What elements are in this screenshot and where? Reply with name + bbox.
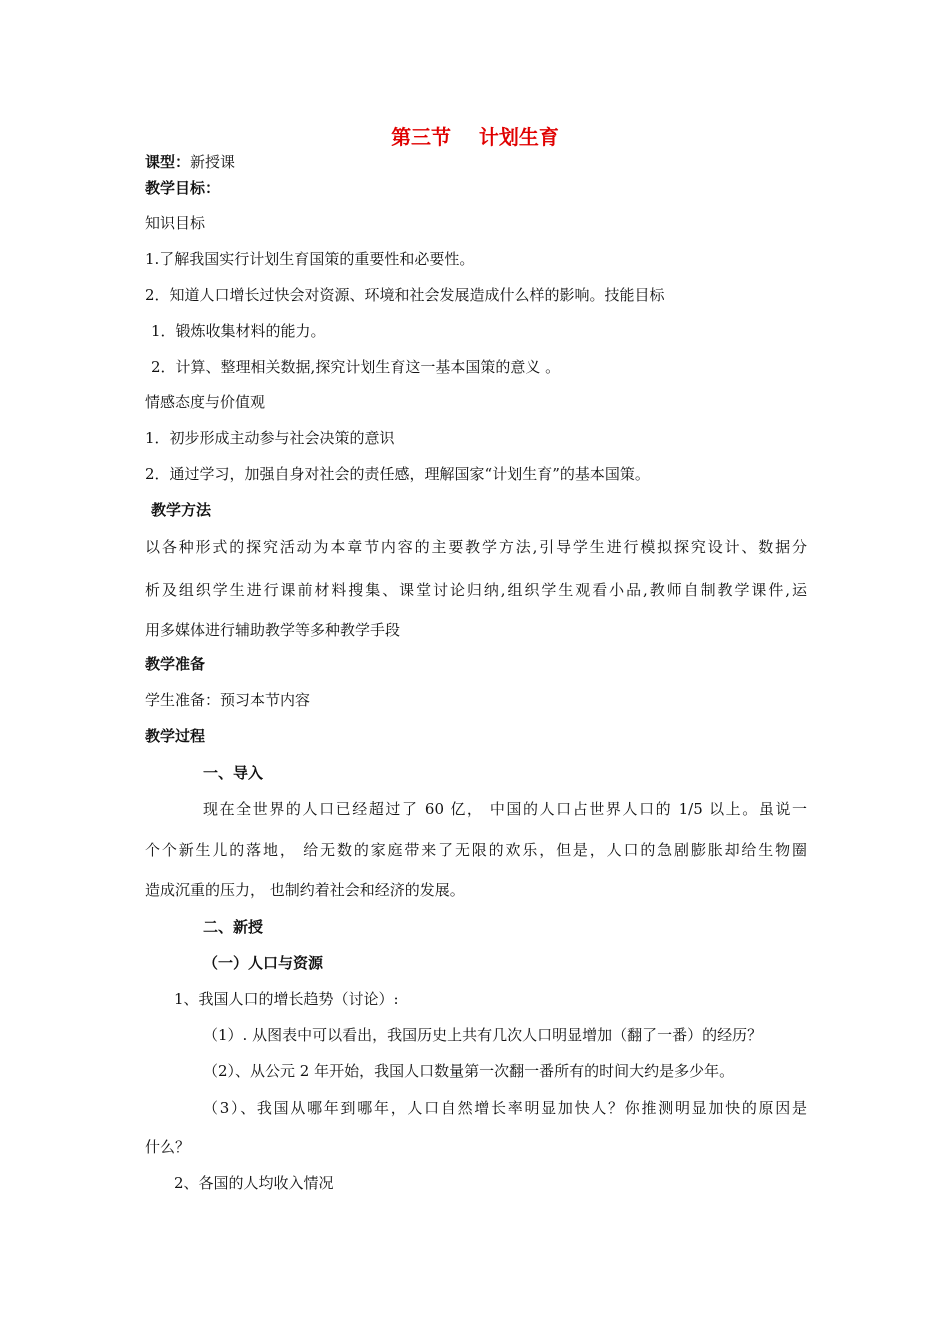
process-heading: 教学过程	[145, 727, 206, 745]
intro-line-3: 造成沉重的压力， 也制约着社会和经济的发展。	[145, 881, 465, 899]
knowledge-item-2: 2．知道人口增长过快会对资源、环境和社会发展造成什么样的影响。技能目标	[145, 286, 665, 304]
method-line-1: 以各种形式的探究活动为本章节内容的主要教学方法,引导学生进行模拟探究设计、数据分	[145, 538, 807, 556]
new-lesson-heading: 二、新授	[203, 918, 264, 936]
skill-item-2: 2．计算、整理相关数据,探究计划生育这一基本国策的意义 。	[151, 358, 561, 376]
subsection-heading: （一）人口与资源	[203, 954, 324, 972]
method-heading: 教学方法	[151, 501, 212, 519]
prep-heading: 教学准备	[145, 655, 206, 673]
objectives-heading: 教学目标：	[145, 179, 221, 197]
question-3-line-1: （3）、我国从哪年到哪年，人口自然增长率明显加快人？你推测明显加快的原因是	[203, 1099, 807, 1117]
intro-line-2: 个个新生儿的落地， 给无数的家庭带来了无限的欢乐，但是，人口的急剧膨胀却给生物圈	[145, 841, 807, 859]
attitude-item-2: 2．通过学习，加强自身对社会的责任感，理解国家“计划生育”的基本国策。	[145, 465, 650, 483]
page-title: 第三节 计划生育	[391, 125, 559, 149]
knowledge-heading: 知识目标	[145, 214, 206, 232]
method-line-2: 析及组织学生进行课前材料搜集、课堂讨论归纳,组织学生观看小品,教师自制教学课件,运	[145, 581, 807, 599]
course-type-label: 课型：	[145, 153, 191, 171]
question-3-line-2: 什么？	[145, 1138, 191, 1156]
prep-text: 学生准备：预习本节内容	[145, 691, 311, 709]
course-type-line	[145, 152, 235, 172]
intro-heading: 一、导入	[203, 764, 264, 782]
attitude-heading: 情感态度与价值观	[145, 393, 266, 411]
intro-line-1: 现在全世界的人口已经超过了 60 亿， 中国的人口占世界人口的 1/5 以上。虽说一	[203, 800, 807, 818]
item-2: 2、各国的人均收入情况	[174, 1174, 334, 1192]
method-line-3: 用多媒体进行辅助教学等多种教学手段	[145, 621, 401, 639]
question-2: （2）、从公元 2 年开始，我国人口数量第一次翻一番所有的时间大约是多少年。	[203, 1062, 735, 1080]
attitude-item-1: 1．初步形成主动参与社会决策的意识	[145, 429, 395, 447]
item-1: 1、我国人口的增长趋势（讨论）:	[174, 990, 399, 1008]
skill-item-1: 1．锻炼收集材料的能力。	[151, 322, 326, 340]
question-1: （1）. 从图表中可以看出，我国历史上共有几次人口明显增加（翻了一番）的经历？	[203, 1026, 763, 1044]
course-type-value: 新授课	[190, 153, 236, 171]
knowledge-item-1: 1.了解我国实行计划生育国策的重要性和必要性。	[145, 250, 475, 268]
